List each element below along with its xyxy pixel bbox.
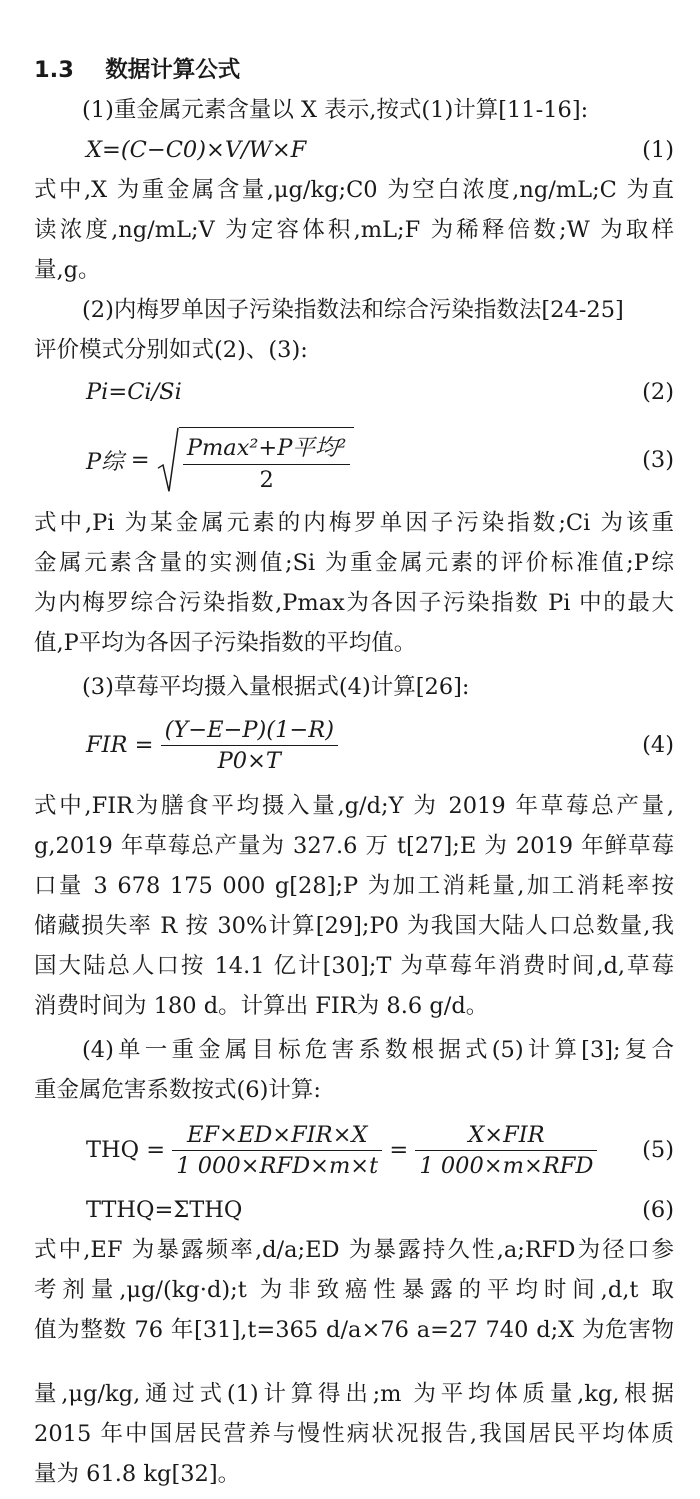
equation-1-number: (1) [642,137,674,163]
section-number: 1.3 [34,57,74,83]
equation-5-numerator-1: EF×ED×FIR×X [172,1122,382,1151]
section-title: 数据计算公式 [105,57,241,83]
para3-text [34,786,674,1026]
para4-line-5: 2015 年中国居民营养与慢性病状况报告,我国居民平均体质 [34,1421,674,1447]
para3-line-2: g,2019 年草莓总产量为 327.6 万 t[27];E 为 2019 年鲜草莓 [34,833,674,859]
para3-line-3: 口量 3 678 175 000 g[28];P 为加工消耗量,加工消耗率按 [34,873,674,899]
para3-line-4: 储藏损失率 R 按 30%计算[29];P0 为我国大陆人口总数量,我 [34,913,674,939]
equation-3-denominator: 2 [259,467,274,493]
equation-3-numerator: Pmax²+P平均² [183,430,351,465]
equals-sign: = [123,447,157,473]
equation-5-fraction-1 [172,1122,382,1179]
para1-intro-line: (1)重金属元素含量以 X 表示,按式(1)计算[11-16]: [82,97,589,123]
equation-1 [34,130,674,170]
para4-intro-line-2: 重金属危害系数按式(6)计算: [34,1077,321,1103]
equation-2-number: (2) [642,379,674,405]
equation-3-lhs: P综 [86,449,124,475]
para1-intro [34,90,674,130]
para4-intro-line-1: (4)单一重金属目标危害系数根据式(5)计算[3];复合 [82,1037,674,1063]
equation-4-number: (4) [642,732,674,758]
para2-intro [34,290,674,370]
para4-text-continued [34,1374,674,1494]
equation-5 [34,1112,674,1188]
equals-sign: = [127,732,161,758]
para4-text [34,1230,674,1350]
para2-line-1: 式中,Pi 为某金属元素的内梅罗单因子污染指数;Ci 为该重 [34,510,674,536]
equation-1-formula: X=(C−C0)×V/W×F [86,137,307,163]
equation-5-number: (5) [642,1137,674,1163]
equation-5-denominator-2: 1 000×m×RFD [419,1152,594,1179]
square-root [157,427,355,493]
equation-5-denominator-1: 1 000×RFD×m×t [176,1152,379,1179]
para3-intro [34,667,674,707]
equals-sign: = [139,1137,173,1163]
equation-6-number: (6) [642,1197,674,1223]
equation-4-numerator: (Y−E−P)(1−R) [161,717,338,746]
equation-3-fraction [183,430,351,493]
para4-line-3: 值为整数 76 年[31],t=365 d/a×76 a=27 740 d;X 为危害物 [34,1317,674,1343]
para4-line-6: 量为 61.8 kg[32]。 [34,1461,241,1487]
para3-line-1: 式中,FIR为膳食平均摄入量,g/d;Y 为 2019 年草莓总产量, [34,793,674,819]
para1-line-1: 式中,X 为重金属含量,μg/kg;C0 为空白浓度,ng/mL;C 为直 [34,177,674,203]
equation-5-lhs: THQ [86,1137,140,1163]
para4-intro [34,1030,674,1110]
equation-4-fraction [161,717,338,774]
section-heading [34,50,674,90]
equation-3-number: (3) [642,447,674,473]
para3-line-5: 国大陆总人口按 14.1 亿计[30];T 为草莓年消费时间,d,草莓 [34,953,674,979]
para2-line-2: 金属元素含量的实测值;Si 为重金属元素的评价标准值;P综 [34,550,674,576]
equation-5-numerator-2: X×FIR [415,1122,597,1151]
para3-intro-line: (3)草莓平均摄入量根据式(4)计算[26]: [82,674,470,700]
para2-line-3: 为内梅罗综合污染指数,Pmax为各因子污染指数 Pi 中的最大 [34,590,674,616]
para1-line-2: 读浓度,ng/mL;V 为定容体积,mL;F 为稀释倍数;W 为取样 [34,217,674,243]
para4-line-2: 考剂量,μg/(kg·d);t 为非致癌性暴露的平均时间,d,t 取 [34,1277,674,1303]
equation-4-lhs: FIR [86,732,128,758]
equation-2-formula: Pi=Ci/Si [86,379,182,405]
para1-line-3: 量,g。 [34,257,101,283]
equation-3 [34,418,674,502]
equation-6-formula: TTHQ=ΣTHQ [86,1197,243,1223]
para2-intro-line-1: (2)内梅罗单因子污染指数法和综合污染指数法[24-25] [82,297,624,323]
para2-line-4: 值,P平均为各因子污染指数的平均值。 [34,630,417,656]
para2-intro-line-2: 评价模式分别如式(2)、(3): [34,337,308,363]
para4-line-1: 式中,EF 为暴露频率,d/a;ED 为暴露持久性,a;RFD为径口参 [34,1237,674,1263]
para2-text [34,503,674,663]
equation-4 [34,710,674,780]
equation-6 [34,1190,674,1230]
equation-5-fraction-2 [415,1122,597,1179]
radical-sign-icon [157,427,179,493]
para1-text [34,170,674,290]
para4-line-4: 量,μg/kg,通过式(1)计算得出;m 为平均体质量,kg,根据 [34,1381,674,1407]
equation-4-denominator: P0×T [217,747,281,774]
equals-sign: = [382,1137,416,1163]
para3-line-6: 消费时间为 180 d。计算出 FIR为 8.6 g/d。 [34,993,489,1019]
equation-2 [34,372,674,412]
